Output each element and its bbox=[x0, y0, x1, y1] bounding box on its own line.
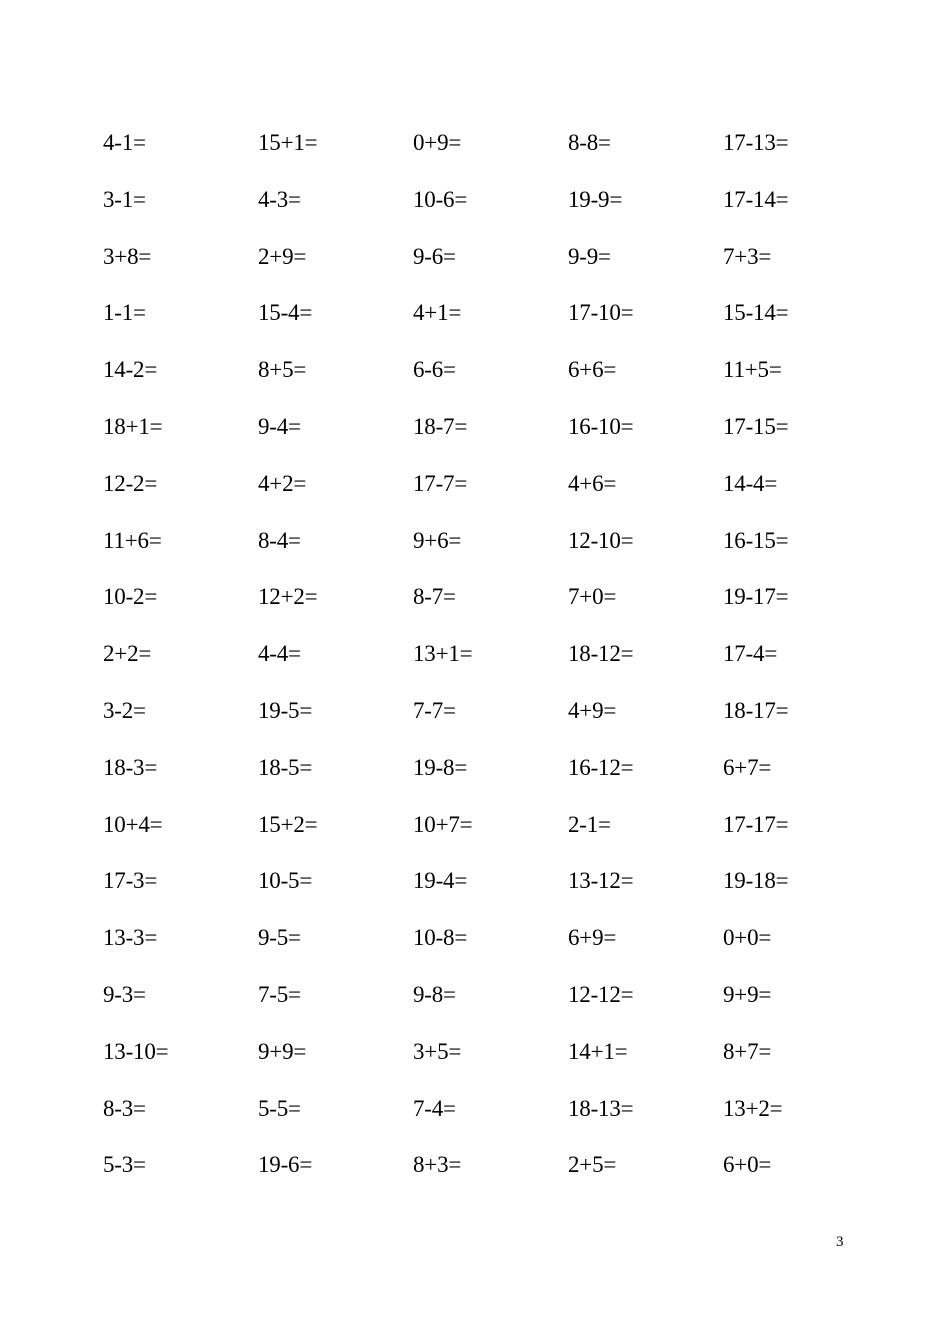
arithmetic-problem: 8+7= bbox=[723, 1038, 772, 1064]
arithmetic-problem: 2+9= bbox=[258, 243, 307, 269]
arithmetic-problem: 15-14= bbox=[723, 300, 789, 326]
arithmetic-problem: 16-12= bbox=[568, 754, 634, 780]
arithmetic-problem: 7+3= bbox=[723, 243, 772, 269]
arithmetic-problem: 5-5= bbox=[258, 1095, 301, 1121]
arithmetic-problem: 10-8= bbox=[413, 925, 468, 951]
arithmetic-problem: 11+5= bbox=[723, 357, 782, 383]
arithmetic-problem: 13+2= bbox=[723, 1095, 783, 1121]
problem-row bbox=[103, 467, 883, 524]
arithmetic-problem: 2+5= bbox=[568, 1152, 617, 1178]
arithmetic-problem: 17-15= bbox=[723, 413, 789, 439]
arithmetic-problem: 3-1= bbox=[103, 186, 146, 212]
arithmetic-problem: 9-8= bbox=[413, 981, 456, 1007]
problem-row bbox=[103, 921, 883, 978]
arithmetic-problem: 1-1= bbox=[103, 300, 146, 326]
arithmetic-problem: 4+9= bbox=[568, 697, 617, 723]
arithmetic-problem: 11+6= bbox=[103, 527, 162, 553]
arithmetic-problem: 9-5= bbox=[258, 925, 301, 951]
arithmetic-problem: 6+6= bbox=[568, 357, 617, 383]
problem-row bbox=[103, 637, 883, 694]
problem-grid bbox=[103, 126, 883, 1205]
arithmetic-problem: 9-3= bbox=[103, 981, 146, 1007]
arithmetic-problem: 7-4= bbox=[413, 1095, 456, 1121]
arithmetic-problem: 14+1= bbox=[568, 1038, 628, 1064]
arithmetic-problem: 7-5= bbox=[258, 981, 301, 1007]
problem-row bbox=[103, 580, 883, 637]
problem-row bbox=[103, 296, 883, 353]
arithmetic-problem: 10-5= bbox=[258, 868, 313, 894]
arithmetic-problem: 2+2= bbox=[103, 641, 152, 667]
arithmetic-problem: 16-15= bbox=[723, 527, 789, 553]
arithmetic-problem: 3+8= bbox=[103, 243, 152, 269]
arithmetic-problem: 9-6= bbox=[413, 243, 456, 269]
arithmetic-problem: 10-6= bbox=[413, 186, 468, 212]
arithmetic-problem: 8+3= bbox=[413, 1152, 462, 1178]
arithmetic-problem: 19-4= bbox=[413, 868, 468, 894]
arithmetic-problem: 4+1= bbox=[413, 300, 462, 326]
arithmetic-problem: 18-17= bbox=[723, 697, 789, 723]
problem-row bbox=[103, 126, 883, 183]
arithmetic-problem: 9-4= bbox=[258, 413, 301, 439]
arithmetic-problem: 18-13= bbox=[568, 1095, 634, 1121]
arithmetic-problem: 16-10= bbox=[568, 413, 634, 439]
arithmetic-problem: 15+1= bbox=[258, 130, 318, 155]
arithmetic-problem: 4-1= bbox=[103, 130, 146, 155]
arithmetic-problem: 12-12= bbox=[568, 981, 634, 1007]
arithmetic-problem: 17-14= bbox=[723, 186, 789, 212]
arithmetic-problem: 13-3= bbox=[103, 925, 158, 951]
arithmetic-problem: 8-4= bbox=[258, 527, 301, 553]
arithmetic-problem: 17-3= bbox=[103, 868, 158, 894]
arithmetic-problem: 7+0= bbox=[568, 584, 617, 610]
arithmetic-problem: 17-7= bbox=[413, 470, 468, 496]
problem-row bbox=[103, 694, 883, 751]
arithmetic-problem: 17-13= bbox=[723, 130, 789, 155]
problem-row bbox=[103, 978, 883, 1035]
arithmetic-problem: 5-3= bbox=[103, 1152, 146, 1178]
arithmetic-problem: 18-7= bbox=[413, 413, 468, 439]
problem-row bbox=[103, 183, 883, 240]
arithmetic-problem: 17-10= bbox=[568, 300, 634, 326]
problem-row bbox=[103, 808, 883, 865]
arithmetic-problem: 6+9= bbox=[568, 925, 617, 951]
arithmetic-problem: 18+1= bbox=[103, 413, 163, 439]
arithmetic-problem: 9+6= bbox=[413, 527, 462, 553]
arithmetic-problem: 19-17= bbox=[723, 584, 789, 610]
page-number: 3 bbox=[836, 1234, 844, 1250]
arithmetic-problem: 9-9= bbox=[568, 243, 611, 269]
arithmetic-problem: 12-2= bbox=[103, 470, 158, 496]
arithmetic-problem: 0+9= bbox=[413, 130, 462, 155]
arithmetic-problem: 19-18= bbox=[723, 868, 789, 894]
problem-row bbox=[103, 864, 883, 921]
arithmetic-problem: 19-5= bbox=[258, 697, 313, 723]
arithmetic-problem: 10+4= bbox=[103, 811, 163, 837]
arithmetic-problem: 10-2= bbox=[103, 584, 158, 610]
arithmetic-problem: 15+2= bbox=[258, 811, 318, 837]
arithmetic-problem: 17-4= bbox=[723, 641, 778, 667]
arithmetic-problem: 13+1= bbox=[413, 641, 473, 667]
arithmetic-problem: 19-6= bbox=[258, 1152, 313, 1178]
arithmetic-problem: 8+5= bbox=[258, 357, 307, 383]
arithmetic-problem: 12-10= bbox=[568, 527, 634, 553]
arithmetic-problem: 19-8= bbox=[413, 754, 468, 780]
arithmetic-problem: 13-12= bbox=[568, 868, 634, 894]
arithmetic-problem: 18-5= bbox=[258, 754, 313, 780]
arithmetic-problem: 8-3= bbox=[103, 1095, 146, 1121]
problem-row bbox=[103, 1148, 883, 1205]
arithmetic-problem: 14-2= bbox=[103, 357, 158, 383]
arithmetic-problem: 7-7= bbox=[413, 697, 456, 723]
arithmetic-problem: 13-10= bbox=[103, 1038, 169, 1064]
problem-row bbox=[103, 524, 883, 581]
arithmetic-problem: 19-9= bbox=[568, 186, 623, 212]
arithmetic-problem: 17-17= bbox=[723, 811, 789, 837]
arithmetic-problem: 18-12= bbox=[568, 641, 634, 667]
arithmetic-problem: 9+9= bbox=[258, 1038, 307, 1064]
arithmetic-problem: 6-6= bbox=[413, 357, 456, 383]
arithmetic-problem: 9+9= bbox=[723, 981, 772, 1007]
arithmetic-problem: 10+7= bbox=[413, 811, 473, 837]
arithmetic-problem: 3-2= bbox=[103, 697, 146, 723]
arithmetic-problem: 4+6= bbox=[568, 470, 617, 496]
arithmetic-problem: 15-4= bbox=[258, 300, 313, 326]
problem-row bbox=[103, 1092, 883, 1149]
arithmetic-problem: 0+0= bbox=[723, 925, 772, 951]
problem-row bbox=[103, 751, 883, 808]
arithmetic-problem: 4-4= bbox=[258, 641, 301, 667]
arithmetic-problem: 6+0= bbox=[723, 1152, 772, 1178]
arithmetic-problem: 8-8= bbox=[568, 130, 611, 155]
arithmetic-problem: 3+5= bbox=[413, 1038, 462, 1064]
arithmetic-problem: 18-3= bbox=[103, 754, 158, 780]
arithmetic-problem: 6+7= bbox=[723, 754, 772, 780]
arithmetic-problem: 12+2= bbox=[258, 584, 318, 610]
arithmetic-problem: 4-3= bbox=[258, 186, 301, 212]
arithmetic-problem: 4+2= bbox=[258, 470, 307, 496]
problem-row bbox=[103, 1035, 883, 1092]
problem-row bbox=[103, 353, 883, 410]
problem-row bbox=[103, 410, 883, 467]
problem-row bbox=[103, 240, 883, 297]
arithmetic-problem: 8-7= bbox=[413, 584, 456, 610]
arithmetic-problem: 14-4= bbox=[723, 470, 778, 496]
arithmetic-problem: 2-1= bbox=[568, 811, 611, 837]
